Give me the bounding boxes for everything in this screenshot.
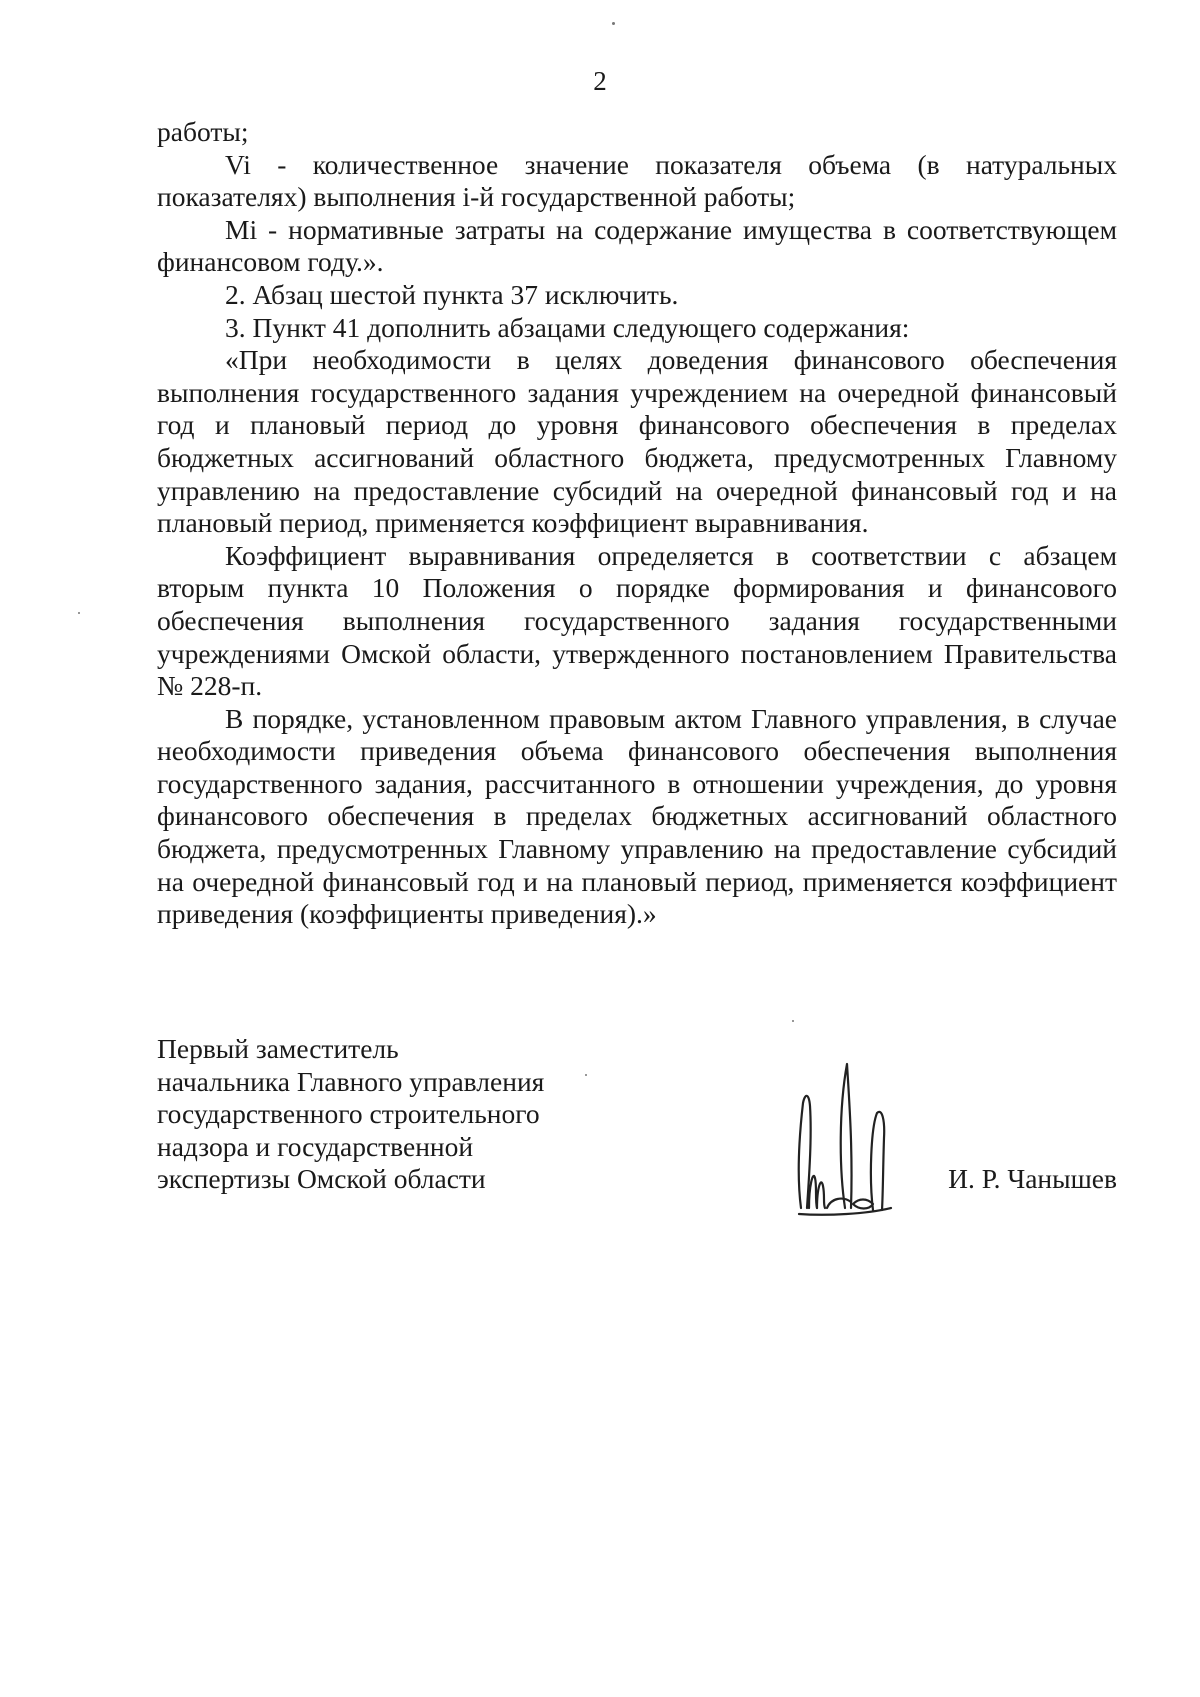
signer-name: И. Р. Чанышев <box>948 1163 1117 1194</box>
paragraph-vi-definition: Vi - количественное значение показателя объема (в натуральных показателях) выполнения i-й государственной работы; <box>157 148 1117 213</box>
signer-title-line: государственного строительного <box>157 1098 540 1130</box>
signer-title-line: надзора и государственной <box>157 1130 474 1162</box>
page-number: 2 <box>593 66 607 96</box>
paragraph-mi-definition: Mi - нормативные затраты на содержание имущества в соответствующем финансовом году.». <box>157 213 1117 278</box>
signer-title-line: экспертизы Омской области <box>157 1163 486 1195</box>
paragraph-item-3: 3. Пункт 41 дополнить абзацами следующего содержания: <box>225 311 910 343</box>
scan-speck <box>585 1074 587 1076</box>
paragraph-quote-3: В порядке, установленном правовым актом Главного управления, в случае необходимости приведения объема финансового обеспечения выполнения государственного задания, рассчитанного в отношении учреждения, до уровня финансового обеспечения в пределах бюджетных ассигнований областного бюджета, предусмотренных Главному управлению на предоставление субсидий на очередной финансовый год и на плановый период, применяется коэффициент приведения (коэффициенты приведения).» <box>157 702 1117 930</box>
document-body <box>157 116 1117 931</box>
paragraph-quote-1: «При необходимости в целях доведения финансового обеспечения выполнения государственного задания учреждением на очередной финансовый год и плановый период до уровня финансового обеспечения в пределах бюджетных ассигнований областного бюджета, предусмотренных Главному управлению на предоставление субсидий на очередной финансовый год и на плановый период, применяется коэффициент выравнивания. <box>157 344 1117 539</box>
scan-speck <box>78 612 80 614</box>
paragraph-quote-2: Коэффициент выравнивания определяется в соответствии с абзацем вторым пункта 10 Положения о порядке формирования и финансового обеспечения выполнения государственного задания государственными учреждениями Омской области, утвержденного постановлением Правительства № 228-п. <box>157 539 1117 702</box>
signer-title-line: Первый заместитель <box>157 1033 399 1064</box>
scan-speck <box>792 1020 794 1022</box>
scan-speck <box>612 22 615 25</box>
signer-title-line: начальника Главного управления <box>157 1065 545 1097</box>
signer-title <box>157 1033 677 1196</box>
handwritten-signature-icon <box>787 1058 907 1218</box>
paragraph-continuation: работы; <box>157 116 249 147</box>
paragraph-item-2: 2. Абзац шестой пункта 37 исключить. <box>225 278 679 310</box>
